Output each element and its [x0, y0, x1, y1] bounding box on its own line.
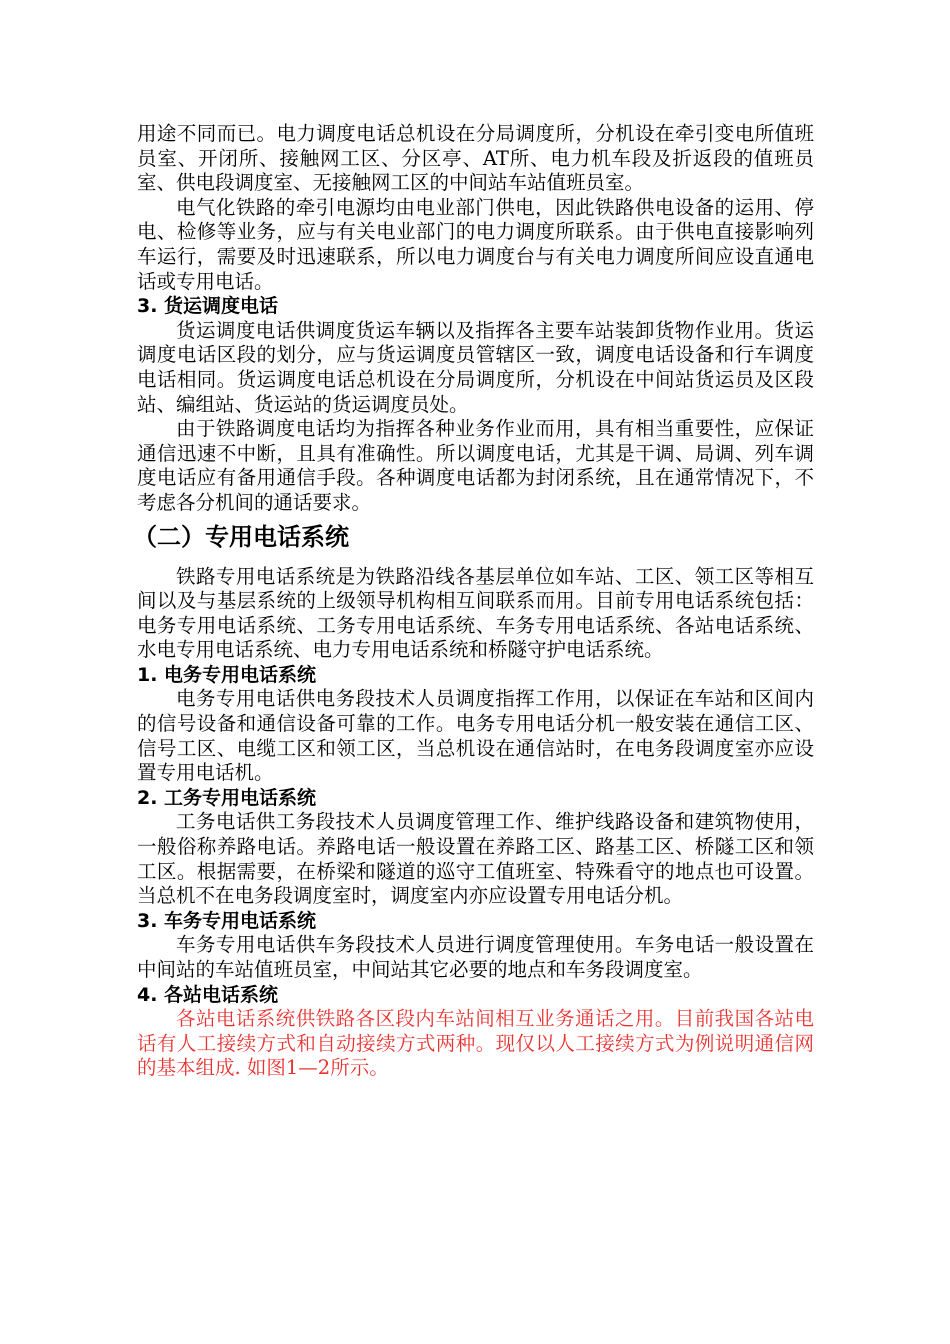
paragraph-electrified-railway: 电气化铁路的牵引电源均由电业部门供电，因此铁路供电设备的运用、停电、检修等业务，应与有关电业部门的电力调度所联系。由于供电直接影响列车运行，需要及时迅速联系，所以电力调度台与有关电力调度所间应设直通电话或专用电话。 — [137, 195, 814, 293]
paragraph-signal-comm-phone: 电务专用电话供电务段技术人员调度指挥工作用，以保证在车站和区间内的信号设备和通信设备可靠的工作。电务专用电话分机一般安装在通信工区、信号工区、电缆工区和领工区，当总机设在通信站时，在电务段调度室亦应设置专用电话机。 — [137, 687, 814, 785]
heading-station-phone: 4. 各站电话系统 — [137, 983, 279, 1006]
heading-signal-comm-phone: 1. 电务专用电话系统 — [137, 663, 317, 686]
document-page — [133, 122, 814, 1081]
paragraph-power-dispatch-continued: 用途不同而已。电力调度电话总机设在分局调度所，分机设在牵引变电所值班员室、开闭所、接触网工区、分区亭、AT所、电力机车段及折返段的值班员室、供电段调度室、无接触网工区的中间站车站值班员室。 — [137, 122, 814, 195]
heading-freight-dispatch: 3. 货运调度电话 — [137, 295, 279, 318]
paragraph-track-maintenance-phone: 工务电话供工务段技术人员调度管理工作、维护线路设备和建筑物使用，一般俗称养路电话。养路电话一般设置在养路工区、路基工区、桥隧工区和领工区。根据需要，在桥梁和隧道的巡守工值班室、特殊看守的地点也可设置。当总机不在电务段调度室时，调度室内亦应设置专用电话分机。 — [137, 810, 814, 908]
paragraph-traffic-phone: 车务专用电话供车务段技术人员进行调度管理使用。车务电话一般设置在中间站的车站值班员室，中间站其它必要的地点和车务段调度室。 — [137, 933, 814, 981]
section-title-dedicated-phone: （二）专用电话系统 — [133, 522, 349, 551]
paragraph-dispatch-reliability: 由于铁路调度电话均为指挥各种业务作业而用，具有相当重要性，应保证通信迅速不中断，且具有准确性。所以调度电话，尤其是干调、局调、列车调度电话应有备用通信手段。各种调度电话都为封闭系统，且在通常情况下，不考虑各分机间的通话要求。 — [137, 417, 814, 514]
paragraph-station-phone-highlight: 各站电话系统供铁路各区段内车站间相互业务通话之用。目前我国各站电话有人工接续方式和自动接续方式两种。现仅以人工接续方式为例说明通信网的基本组成. 如图1—2所示。 — [137, 1007, 814, 1080]
heading-traffic-phone: 3. 车务专用电话系统 — [137, 909, 317, 932]
paragraph-dedicated-intro: 铁路专用电话系统是为铁路沿线各基层单位如车站、工区、领工区等相互间以及与基层系统的上级领导机构相互间联系而用。目前专用电话系统包括：电务专用电话系统、工务专用电话系统、车务专用电话系统、各站电话系统、水电专用电话系统、电力专用电话系统和桥隧守护电话系统。 — [137, 564, 814, 662]
paragraph-freight-dispatch: 货运调度电话供调度货运车辆以及指挥各主要车站装卸货物作业用。货运调度电话区段的划分，应与货运调度员管辖区一致，调度电话设备和行车调度电话相同。货运调度电话总机设在分局调度所，分机设在中间站货运员及区段站、编组站、货运站的货运调度员处。 — [137, 318, 814, 416]
heading-track-maintenance-phone: 2. 工务专用电话系统 — [137, 786, 317, 809]
